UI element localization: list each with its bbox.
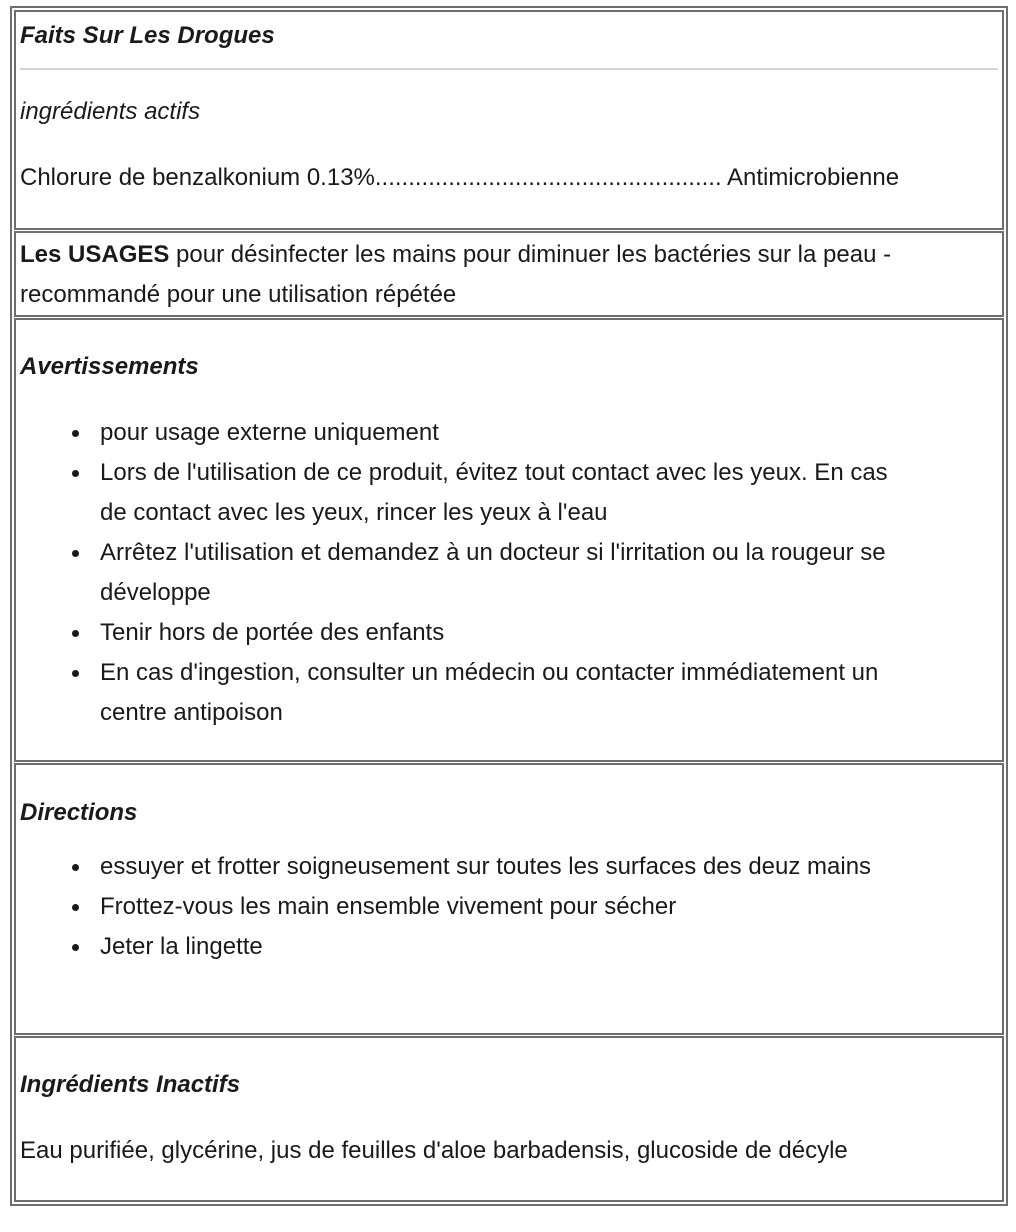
bullet-icon bbox=[72, 944, 79, 951]
warnings-list bbox=[20, 413, 920, 733]
bullet-icon bbox=[72, 864, 79, 871]
warnings-heading: Avertissements bbox=[20, 353, 199, 380]
bullet-icon bbox=[72, 550, 79, 557]
warnings-section bbox=[14, 318, 1004, 762]
list-item bbox=[100, 533, 920, 613]
active-ingredients-heading: ingrédients actifs bbox=[20, 98, 201, 125]
inactive-ingredients-heading: Ingrédients Inactifs bbox=[20, 1071, 241, 1098]
bullet-icon bbox=[72, 630, 79, 637]
drug-facts-table bbox=[10, 6, 1008, 1206]
list-item-text: Frottez-vous les main ensemble vivement pour sécher bbox=[100, 893, 677, 920]
list-item bbox=[100, 413, 920, 453]
list-item bbox=[100, 453, 920, 533]
list-item bbox=[100, 887, 920, 927]
bullet-icon bbox=[72, 904, 79, 911]
list-item-text: Lors de l'utilisation de ce produit, évitez tout contact avec les yeux. En cas de contact avec les yeux, rincer les yeux à l'eau bbox=[100, 459, 888, 526]
active-ingredient-line: Chlorure de benzalkonium 0.13%.................................................... Antimicrobienne bbox=[20, 164, 900, 191]
list-item bbox=[100, 613, 920, 653]
list-item-text: essuyer et frotter soigneusement sur toutes les surfaces des deuz mains bbox=[100, 853, 872, 880]
directions-section bbox=[14, 763, 1004, 1035]
uses-section bbox=[14, 231, 1004, 317]
bullet-icon bbox=[72, 670, 79, 677]
directions-heading: Directions bbox=[20, 799, 138, 826]
bullet-icon bbox=[72, 430, 79, 437]
list-item bbox=[100, 927, 920, 967]
list-item-text: Jeter la lingette bbox=[100, 933, 263, 960]
bullet-icon bbox=[72, 470, 79, 477]
drug-facts-section bbox=[14, 10, 1004, 230]
directions-list bbox=[20, 847, 920, 967]
list-item-text: Tenir hors de portée des enfants bbox=[100, 619, 445, 646]
list-item-text: pour usage externe uniquement bbox=[100, 419, 439, 446]
inactive-ingredients-text: Eau purifiée, glycérine, jus de feuilles d'aloe barbadensis, glucoside de décyle bbox=[20, 1137, 848, 1164]
inactive-ingredients-section bbox=[14, 1036, 1004, 1202]
list-item-text: Arrêtez l'utilisation et demandez à un docteur si l'irritation ou la rougeur se développe bbox=[100, 539, 886, 606]
drug-facts-title: Faits Sur Les Drogues bbox=[20, 12, 998, 70]
uses-paragraph bbox=[20, 235, 998, 315]
uses-label: Les USAGES bbox=[20, 241, 170, 268]
list-item bbox=[100, 653, 920, 733]
uses-text: pour désinfecter les mains pour diminuer les bactéries sur la peau - recommandé pour une utilisation répétée bbox=[20, 241, 892, 308]
list-item bbox=[100, 847, 920, 887]
list-item-text: En cas d'ingestion, consulter un médecin ou contacter immédiatement un centre antipoison bbox=[100, 659, 879, 726]
